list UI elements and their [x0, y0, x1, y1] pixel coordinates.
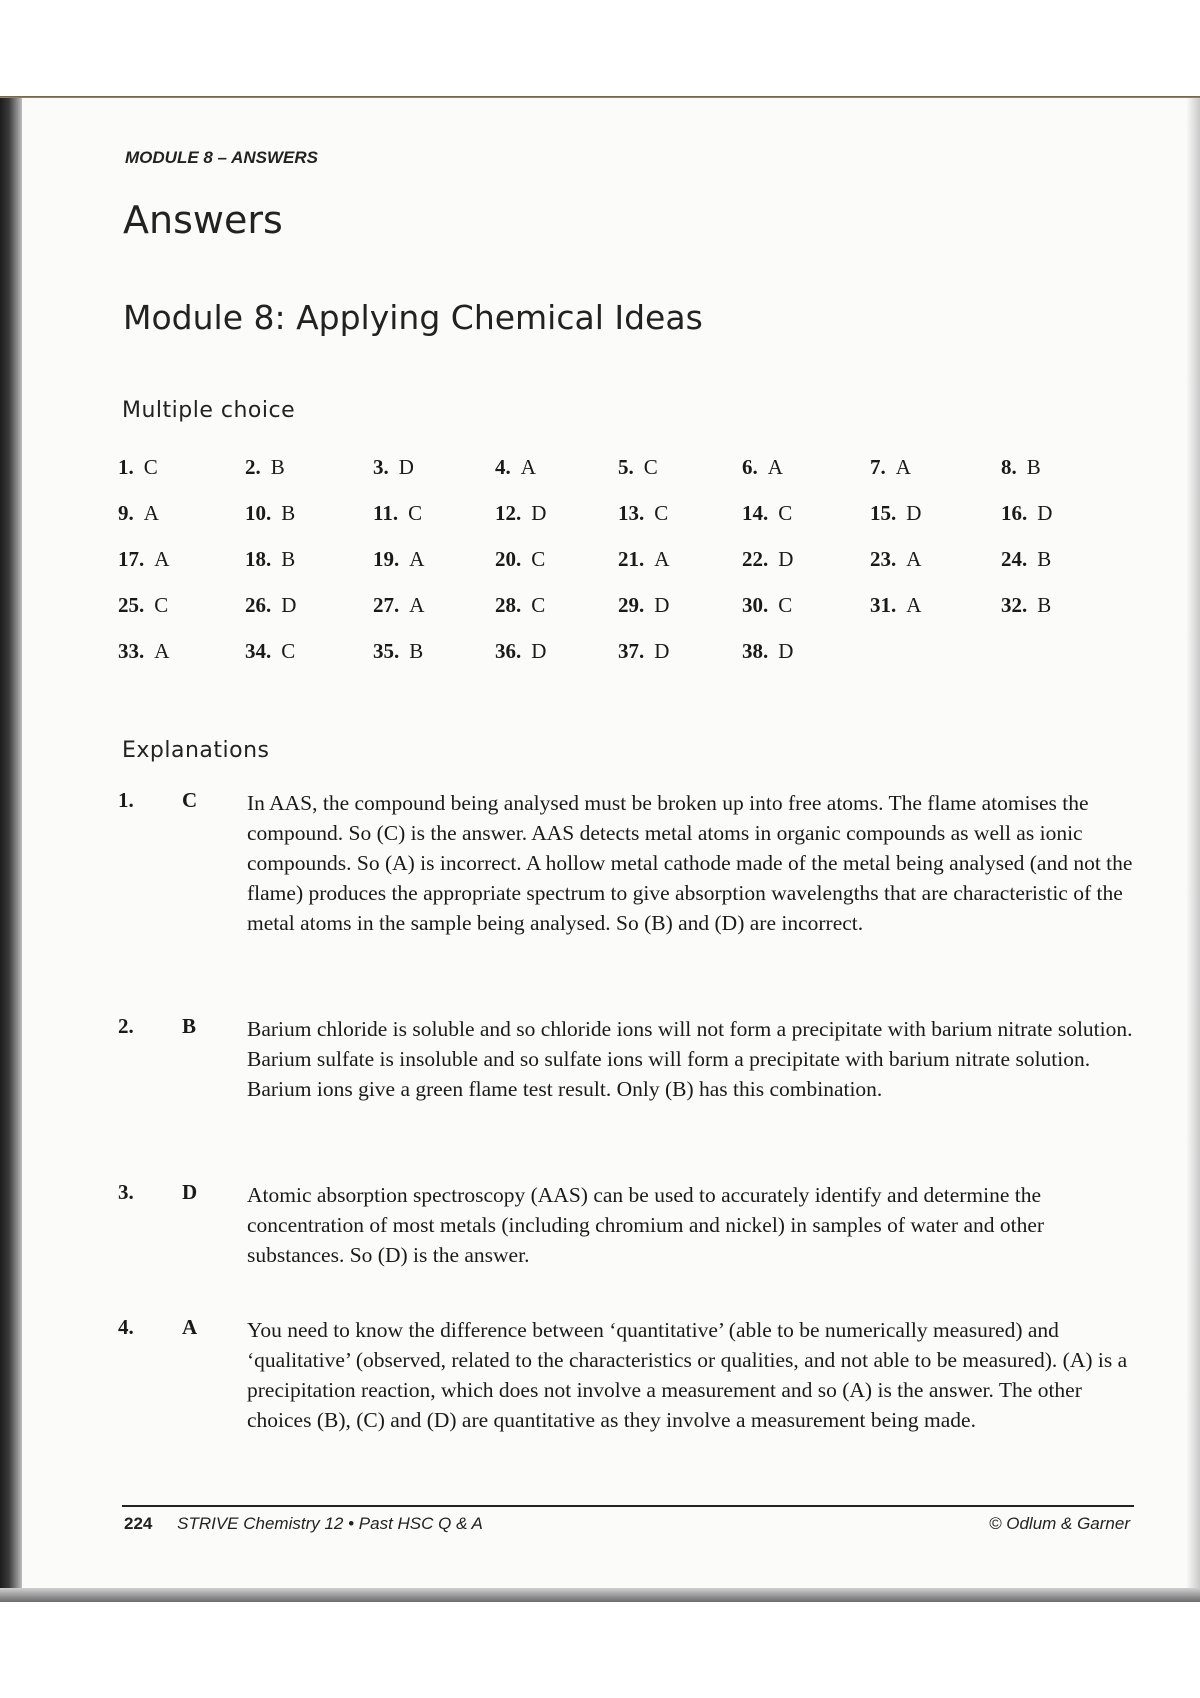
question-number: 26.	[245, 593, 272, 617]
question-number: 21.	[618, 547, 645, 571]
explanation-answer: C	[182, 788, 198, 812]
answer-letter: A	[654, 547, 670, 571]
answer-letter: C	[143, 455, 158, 479]
module-title: Module 8: Applying Chemical Ideas	[123, 298, 703, 337]
answer-letter: A	[143, 501, 159, 525]
answer-letter: D	[906, 501, 922, 525]
answer-cell	[742, 593, 792, 618]
page-number: 224	[124, 1514, 153, 1533]
question-number: 16.	[1001, 501, 1028, 525]
answer-letter: C	[654, 501, 669, 525]
question-number: 13.	[618, 501, 645, 525]
answer-cell	[118, 593, 168, 618]
answer-cell	[245, 501, 295, 526]
answer-cell	[495, 547, 545, 572]
question-number: 24.	[1001, 547, 1028, 571]
running-header: MODULE 8 – ANSWERS	[125, 148, 319, 167]
question-number: 33.	[118, 639, 145, 663]
question-number: 25.	[118, 593, 145, 617]
answer-letter: C	[408, 501, 423, 525]
answer-cell	[245, 593, 296, 618]
answer-cell	[618, 455, 658, 480]
answer-row	[118, 455, 1078, 501]
question-number: 4.	[495, 455, 511, 479]
answer-letter: C	[154, 593, 169, 617]
answer-letter: D	[778, 639, 794, 663]
answer-row	[118, 639, 1078, 685]
answer-cell	[742, 639, 793, 664]
answer-cell	[495, 501, 546, 526]
answer-cell	[618, 547, 669, 572]
book-title: STRIVE Chemistry 12 • Past HSC Q & A	[177, 1514, 483, 1533]
answer-cell	[118, 455, 158, 480]
copyright-notice: © Odlum & Garner	[988, 1514, 1130, 1533]
answer-row	[118, 593, 1078, 639]
answer-letter: D	[654, 639, 670, 663]
answer-cell	[1001, 547, 1051, 572]
answer-row	[118, 501, 1078, 547]
question-number: 3.	[373, 455, 389, 479]
answer-cell	[495, 455, 536, 480]
answer-cell	[373, 455, 414, 480]
question-number: 5.	[618, 455, 634, 479]
answer-letter: D	[531, 501, 547, 525]
question-number: 30.	[742, 593, 769, 617]
answer-cell	[870, 455, 911, 480]
footer-divider	[122, 1505, 1134, 1507]
answer-letter: D	[654, 593, 670, 617]
explanation-text: In AAS, the compound being analysed must be broken up into free atoms. The flame atomises the compound. So (C) is the answer. AAS detects metal atoms in organic compounds as well as ionic compounds. So (A) is incorrect. A hollow metal cathode made of the metal being analysed (and not the flame) produces the appropriate spectrum to give absorption wavelengths that are characteristic of the metal atoms in the sample being analysed. So (B) and (D) are incorrect.	[247, 791, 1133, 935]
question-number: 15.	[870, 501, 897, 525]
explanation-text: Atomic absorption spectroscopy (AAS) can be used to accurately identify and determine the concentration of most metals (including chromium and nickel) in samples of water and other substances. So (D) is the answer.	[247, 1183, 1045, 1267]
multiple-choice-answer-grid	[118, 455, 1078, 685]
answer-cell	[245, 639, 295, 664]
question-number: 34.	[245, 639, 272, 663]
question-number: 11.	[373, 501, 399, 525]
answer-cell	[870, 501, 921, 526]
answer-letter: C	[778, 593, 793, 617]
question-number: 1.	[118, 455, 134, 479]
question-number: 23.	[870, 547, 897, 571]
question-number: 18.	[245, 547, 272, 571]
multiple-choice-heading: Multiple choice	[122, 398, 296, 423]
question-number: 10.	[245, 501, 272, 525]
explanation-text: Barium chloride is soluble and so chloride ions will not form a precipitate with barium nitrate solution. Barium sulfate is insoluble and so sulfate ions will form a precipitate with barium nitrate solution. Barium ions give a green flame test result. Only (B) has this combination.	[247, 1017, 1133, 1101]
answer-letter: B	[270, 455, 285, 479]
answer-cell	[118, 547, 169, 572]
answer-letter: A	[409, 547, 425, 571]
explanation-number: 4.	[118, 1315, 134, 1339]
answer-letter: C	[778, 501, 793, 525]
question-number: 17.	[118, 547, 145, 571]
answer-cell	[870, 593, 921, 618]
answer-letter: A	[520, 455, 536, 479]
question-number: 29.	[618, 593, 645, 617]
answer-cell	[618, 501, 668, 526]
answer-cell	[245, 455, 285, 480]
question-number: 8.	[1001, 455, 1017, 479]
answer-row	[118, 547, 1078, 593]
answer-cell	[1001, 455, 1041, 480]
answer-letter: A	[906, 547, 922, 571]
answer-cell	[742, 547, 793, 572]
explanation-number: 1.	[118, 788, 134, 812]
answer-letter: B	[1037, 593, 1052, 617]
answer-cell	[618, 639, 669, 664]
answer-letter: D	[531, 639, 547, 663]
question-number: 2.	[245, 455, 261, 479]
answer-cell	[495, 639, 546, 664]
answer-cell	[118, 501, 159, 526]
answer-cell	[742, 455, 783, 480]
question-number: 9.	[118, 501, 134, 525]
answer-cell	[618, 593, 669, 618]
answer-cell	[373, 547, 424, 572]
explanation-number: 2.	[118, 1014, 134, 1038]
explanation-answer: A	[182, 1315, 198, 1339]
answer-letter: A	[767, 455, 783, 479]
question-number: 37.	[618, 639, 645, 663]
question-number: 20.	[495, 547, 522, 571]
answer-letter: B	[281, 501, 296, 525]
answer-letter: C	[643, 455, 658, 479]
answer-letter: A	[154, 639, 170, 663]
answer-cell	[870, 547, 921, 572]
answer-cell	[373, 501, 422, 526]
page-bottom-shadow	[0, 1588, 1200, 1602]
question-number: 27.	[373, 593, 400, 617]
answer-cell	[373, 639, 423, 664]
answer-letter: D	[281, 593, 297, 617]
page-title: Answers	[123, 198, 283, 242]
question-number: 38.	[742, 639, 769, 663]
question-number: 12.	[495, 501, 522, 525]
explanation-answer: B	[182, 1014, 197, 1038]
answer-letter: D	[1037, 501, 1053, 525]
question-number: 6.	[742, 455, 758, 479]
question-number: 36.	[495, 639, 522, 663]
answer-letter: B	[1026, 455, 1041, 479]
answer-cell	[1001, 593, 1051, 618]
answer-letter: A	[895, 455, 911, 479]
question-number: 35.	[373, 639, 400, 663]
page-right-edge	[1186, 98, 1200, 1600]
question-number: 14.	[742, 501, 769, 525]
question-number: 22.	[742, 547, 769, 571]
answer-letter: A	[906, 593, 922, 617]
explanation-answer: D	[182, 1180, 198, 1204]
question-number: 7.	[870, 455, 886, 479]
answer-letter: C	[531, 547, 546, 571]
answer-cell	[373, 593, 424, 618]
answer-letter: A	[409, 593, 425, 617]
explanation-number: 3.	[118, 1180, 134, 1204]
answer-letter: A	[154, 547, 170, 571]
question-number: 31.	[870, 593, 897, 617]
answer-letter: C	[531, 593, 546, 617]
question-number: 32.	[1001, 593, 1028, 617]
answer-cell	[1001, 501, 1052, 526]
answer-letter: D	[398, 455, 414, 479]
answer-letter: B	[1037, 547, 1052, 571]
answer-cell	[495, 593, 545, 618]
answer-cell	[742, 501, 792, 526]
answer-letter: B	[281, 547, 296, 571]
explanation-text: You need to know the difference between ‘quantitative’ (able to be numerically measured) and ‘qualitative’ (observed, related to the characteristics or qualities, and not able to be measured). (A) is a precipitation reaction, which does not involve a measurement and so (A) is the answer. The other choices (B), (C) and (D) are quantitative as they involve a measurement being made.	[247, 1318, 1128, 1432]
answer-cell	[245, 547, 295, 572]
footer-left	[124, 1514, 483, 1534]
answer-letter: B	[409, 639, 424, 663]
question-number: 28.	[495, 593, 522, 617]
explanations-heading: Explanations	[122, 738, 270, 763]
book-spine-shadow	[0, 98, 22, 1600]
answer-cell	[118, 639, 169, 664]
answer-letter: C	[281, 639, 296, 663]
answer-letter: D	[778, 547, 794, 571]
question-number: 19.	[373, 547, 400, 571]
